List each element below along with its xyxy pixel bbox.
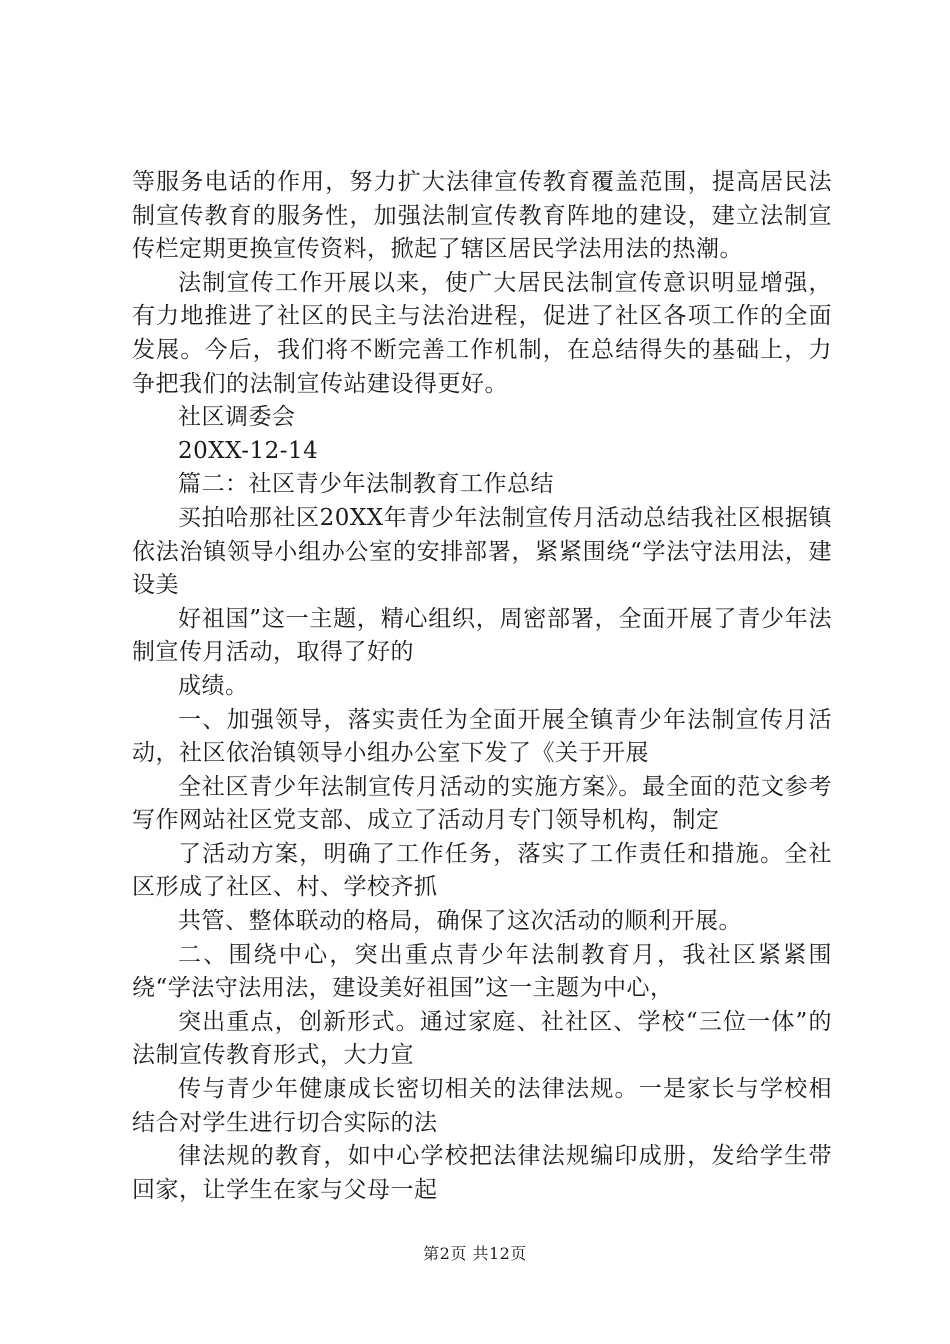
document-body (132, 166, 832, 1207)
paragraph: 二、围绕中心，突出重点青少年法制教育月，我社区紧紧围绕“学法守法用法，建设美好祖国”这一主题为中心， (132, 941, 832, 1002)
paragraph: 法制宣传工作开展以来，使广大居民法制宣传意识明显增强，有力地推进了社区的民主与法治进程，促进了社区各项工作的全面发展。今后，我们将不断完善工作机制，在总结得失的基础上，力争把我们的法制宣传站建设得更好。 (132, 269, 832, 397)
paragraph: 突出重点，创新形式。通过家庭、社社区、学校“三位一体”的法制宣传教育形式，大力宣 (132, 1008, 832, 1069)
paragraph: 共管、整体联动的格局，确保了这次活动的顺利开展。 (178, 908, 742, 935)
paragraph: 全社区青少年法制宣传月活动的实施方案》。最全面的范文参考写作网站社区党支部、成立了活动月专门领导机构，制定 (132, 773, 832, 834)
paragraph: 等服务电话的作用，努力扩大法律宣传教育覆盖范围，提高居民法制宣传教育的服务性，加强法制宣传教育阵地的建设，建立法制宣传栏定期更换宣传资料，掀起了辖区居民学法用法的热潮。 (132, 169, 832, 263)
paragraph: 社区调委会 (178, 404, 296, 431)
paragraph: 传与青少年健康成长密切相关的法律法规。一是家长与学校相结合对学生进行切合实际的法 (132, 1076, 832, 1136)
paragraph: 律法规的教育，如中心学校把法律法规编印成册，发给学生带回家，让学生在家与父母一起 (132, 1143, 832, 1203)
paragraph: 了活动方案，明确了工作任务，落实了工作责任和措施。全社区形成了社区、村、学校齐抓 (132, 840, 832, 901)
paragraph: 买拍哈那社区20XX年青少年法制宣传月活动总结我社区根据镇依法治镇领导小组办公室的安排部署，紧紧围绕“学法守法用法，建设美 (132, 504, 832, 599)
paragraph: 成绩。 (178, 672, 249, 699)
paragraph: 好祖国”这一主题，精心组织，周密部署，全面开展了青少年法制宣传月活动，取得了好的 (132, 605, 832, 666)
paragraph: 篇二：社区青少年法制教育工作总结 (178, 471, 554, 498)
page-footer: 第2页 共12页 (423, 1244, 527, 1263)
paragraph: 一、加强领导，落实责任为全面开展全镇青少年法制宣传月活动，社区依治镇领导小组办公室下发了《关于开展 (132, 706, 832, 767)
paragraph: 20XX-12-14 (178, 437, 319, 464)
